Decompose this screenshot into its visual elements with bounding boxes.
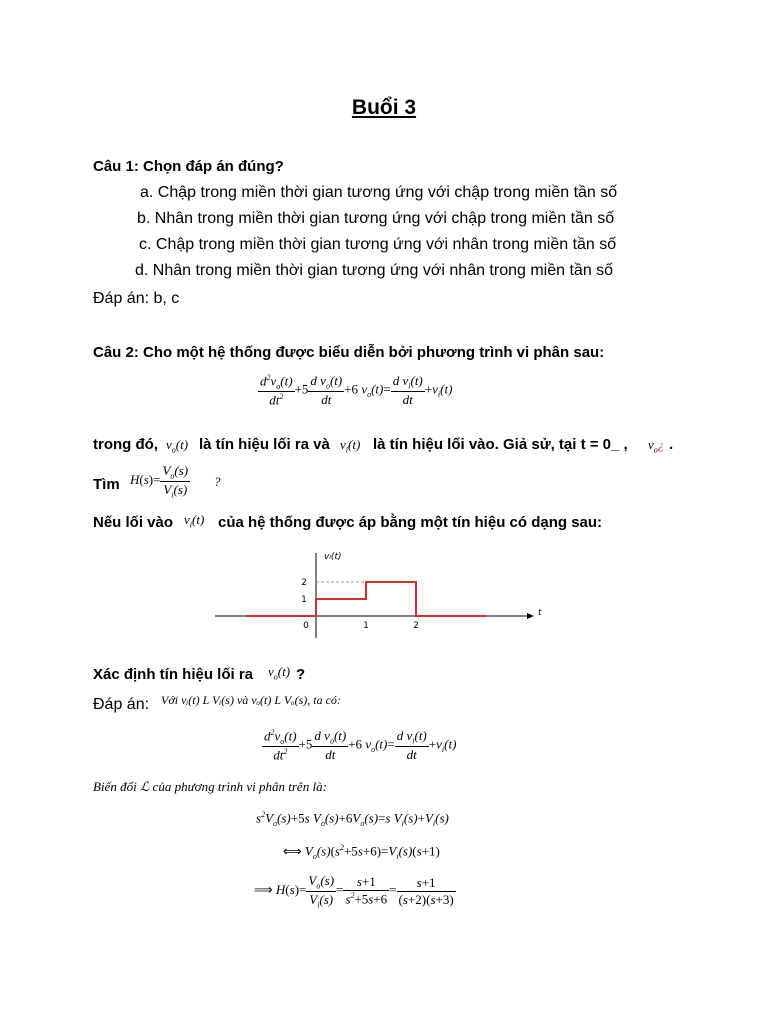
- q2-input-b: của hệ thống được áp bằng một tín hiệu có dạng sau:: [218, 514, 603, 531]
- q2-line1-b: là tín hiệu lối ra và: [199, 436, 330, 453]
- x-axis-label: t: [538, 608, 542, 618]
- laplace-equation-2: ⟺ $V_o(s)(s^2+5s+6)=V_i(s)(s+1)$: [283, 843, 440, 861]
- laplace-transform-text: Biến đổi ℒ của phương trình vi phân trên là:: [93, 779, 327, 794]
- page-title: Buổi 3: [351, 96, 417, 119]
- y-tick-label-2: 2: [301, 578, 307, 588]
- input-signal-plot: [210, 545, 550, 645]
- q2-line1-end: .: [669, 436, 674, 453]
- q2-line1-c: là tín hiệu lối vào. Giả sử, tại t = 0_ ,: [373, 436, 628, 453]
- differential-equation-repeat: $\frac{d^2v_o(t)}{dt^2}$ +5 $\frac{d v_o(t)}{dt}$ +6 $v_o(t)=$ $\frac{d v_i(t)}{dt}$ $+v_i(t)$: [264, 728, 457, 763]
- differential-equation: $\frac{d^2v_o(t)}{dt^2}$ +5 $\frac{d v_o(t)}{dt}$ +6 $v_o(t)=$ $\frac{d v_i(t)}{dt}$ $+v_i(t)$: [260, 373, 453, 408]
- x-tick-label-2: 2: [413, 621, 419, 631]
- q2-determine-a: Xác định tín hiệu lối ra: [93, 666, 254, 683]
- q2-line1-a: trong đó,: [93, 436, 158, 453]
- x-tick-label-0: 0: [303, 621, 309, 631]
- transfer-function-expression: H(s)= $\frac{V_o(s)}{V_i(s)}$: [130, 463, 189, 500]
- q1-option-c: c. Chập trong miền thời gian tương ứng với nhân trong miền tần số: [139, 236, 617, 253]
- x-tick-label-1: 1: [363, 621, 369, 631]
- q1-option-d: d. Nhân trong miền thời gian tương ứng với nhân trong miền tần số: [135, 262, 614, 279]
- x-axis-arrow: [527, 613, 534, 619]
- vo-t-symbol-2: $v_o(t)$: [268, 664, 291, 682]
- transfer-function-result: ⟹ H(s)= $\frac{V_o(s)}{V_i(s)}$ = $\frac{s+1}{s^2+5s+6}$ = $\frac{s+1}{(s+2)(s+3)}$: [254, 873, 454, 910]
- signal-line: [246, 582, 486, 616]
- vo-t-symbol: $v_o(t)$: [166, 437, 189, 455]
- q1-heading: Câu 1: Chọn đáp án đúng?: [93, 158, 284, 175]
- q2-answer-label: Đáp án:: [93, 696, 150, 713]
- q1-option-a: a. Chập trong miền thời gian tương ứng với chập trong miền tần số: [140, 184, 618, 201]
- q2-answer-intro: Với vᵢ(t) L Vᵢ(s) và vₒ(t) L Vₒ(s), ta có:: [161, 693, 341, 707]
- vi-t-symbol: $v_i(t)$: [340, 437, 361, 455]
- q2-find: Tìm: [93, 476, 120, 493]
- q1-option-b: b. Nhân trong miền thời gian tương ứng với chập trong miền tần số: [137, 210, 615, 227]
- q2-input-a: Nếu lối vào: [93, 514, 174, 531]
- q2-determine-b: ?: [296, 666, 306, 683]
- laplace-equation-1: $s^2V_o(s)+5s$ $V_o(s)+6V_o(s)=s$ $V_i(s)+V_i(s)$: [256, 810, 449, 828]
- vi-t-symbol-2: $v_i(t)$: [184, 512, 205, 530]
- q1-answer: Đáp án: b, c: [93, 290, 180, 307]
- vo-initial-symbol: $v_o¿$: [648, 437, 665, 455]
- y-tick-label-1: 1: [301, 595, 307, 605]
- q2-heading: Câu 2: Cho một hệ thống được biểu diễn bởi phương trình vi phân sau:: [93, 344, 605, 361]
- q2-find-end: ?: [214, 474, 221, 489]
- y-axis-label: vᵢ(t): [324, 552, 342, 562]
